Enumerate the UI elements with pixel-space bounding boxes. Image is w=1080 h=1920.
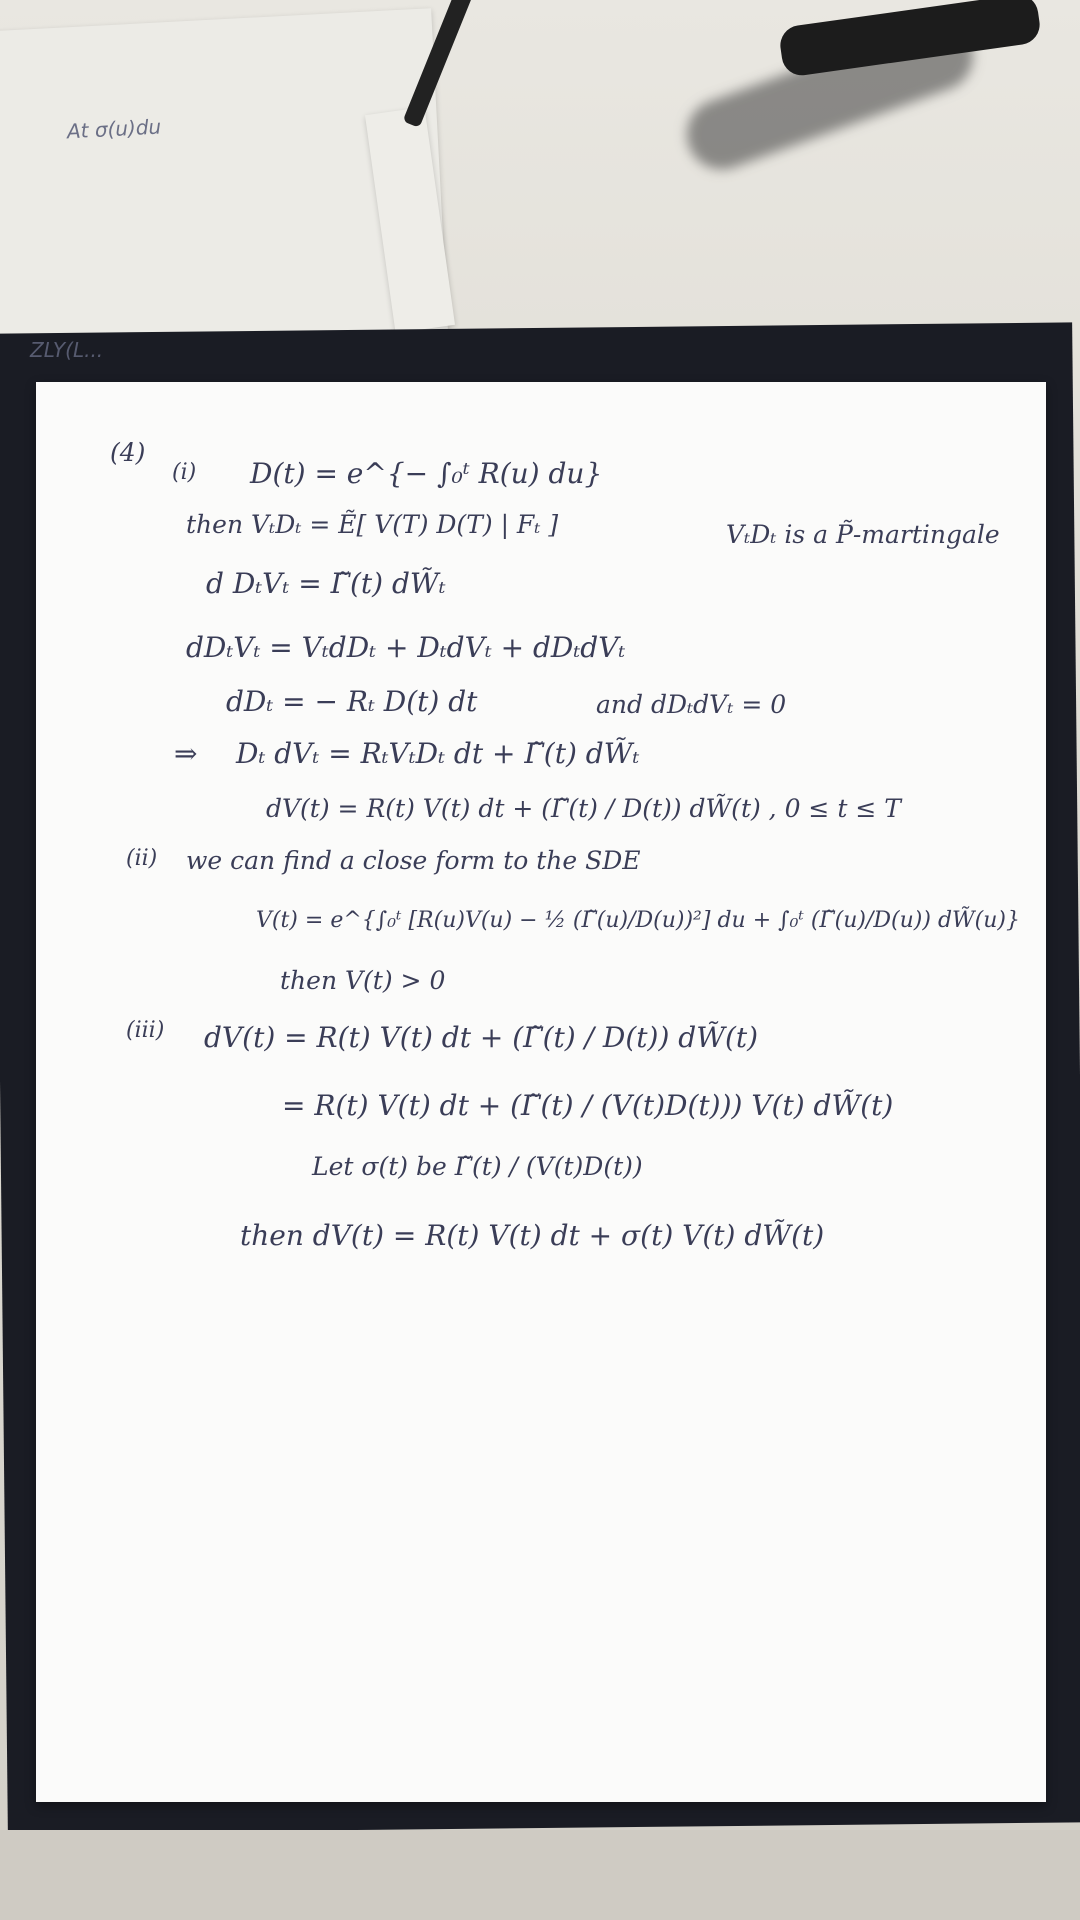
discount-definition: D(t) = e^{− ∫₀ᵗ R(u) du} [250,457,603,490]
handwritten-sheet [36,382,1046,1802]
dv-line-1: dV(t) = R(t) V(t) dt + (Γ̃(t) / D(t)) dW̃(t) [204,1021,759,1054]
martingale-equation: then VₜDₜ = Ẽ[ V(T) D(T) | Fₜ ] [186,510,559,539]
dv-line-2: = R(t) V(t) dt + (Γ̃(t) / (V(t)D(t))) V(t) dW̃(t) [282,1089,894,1122]
final-sde: then dV(t) = R(t) V(t) dt + σ(t) V(t) dW̃(t) [240,1219,825,1252]
part-i-label: (i) [172,460,197,485]
part-ii-label: (ii) [126,846,158,871]
dv-step: Dₜ dVₜ = RₜVₜDₜ dt + Γ̃(t) dW̃ₜ [236,737,640,770]
table-surface [0,1830,1080,1920]
close-form-statement: we can find a close form to the SDE [186,846,641,875]
discount-differential: dDₜ = − Rₜ D(t) dt [226,685,478,718]
dv-result: dV(t) = R(t) V(t) dt + (Γ̃(t) / D(t)) dW̃(t) , 0 ≤ t ≤ T [266,794,901,823]
positivity-conclusion: then V(t) > 0 [280,966,446,995]
problem-number: (4) [110,438,146,467]
cross-variation-zero: and dDₜdVₜ = 0 [596,690,787,719]
martingale-representation: d DₜVₜ = Γ̃(t) dW̃ₜ [206,567,446,600]
sigma-definition: Let σ(t) be Γ̃(t) / (V(t)D(t)) [312,1152,643,1181]
product-rule: dDₜVₜ = VₜdDₜ + DₜdVₜ + dDₜdVₜ [186,631,626,664]
martingale-note: VₜDₜ is a P̃-martingale [726,520,1000,549]
close-form-solution: V(t) = e^{∫₀ᵗ [R(u)V(u) − ½ (Γ̃(u)/D(u))²] du + ∫₀ᵗ (Γ̃(u)/D(u)) dW̃(u)} [256,908,1020,933]
implies-arrow: ⇒ [174,737,198,770]
scrap-note-2: ZLY(L... [30,338,104,362]
scrap-note: At σ(u)du [66,114,162,144]
part-iii-label: (iii) [126,1018,165,1043]
